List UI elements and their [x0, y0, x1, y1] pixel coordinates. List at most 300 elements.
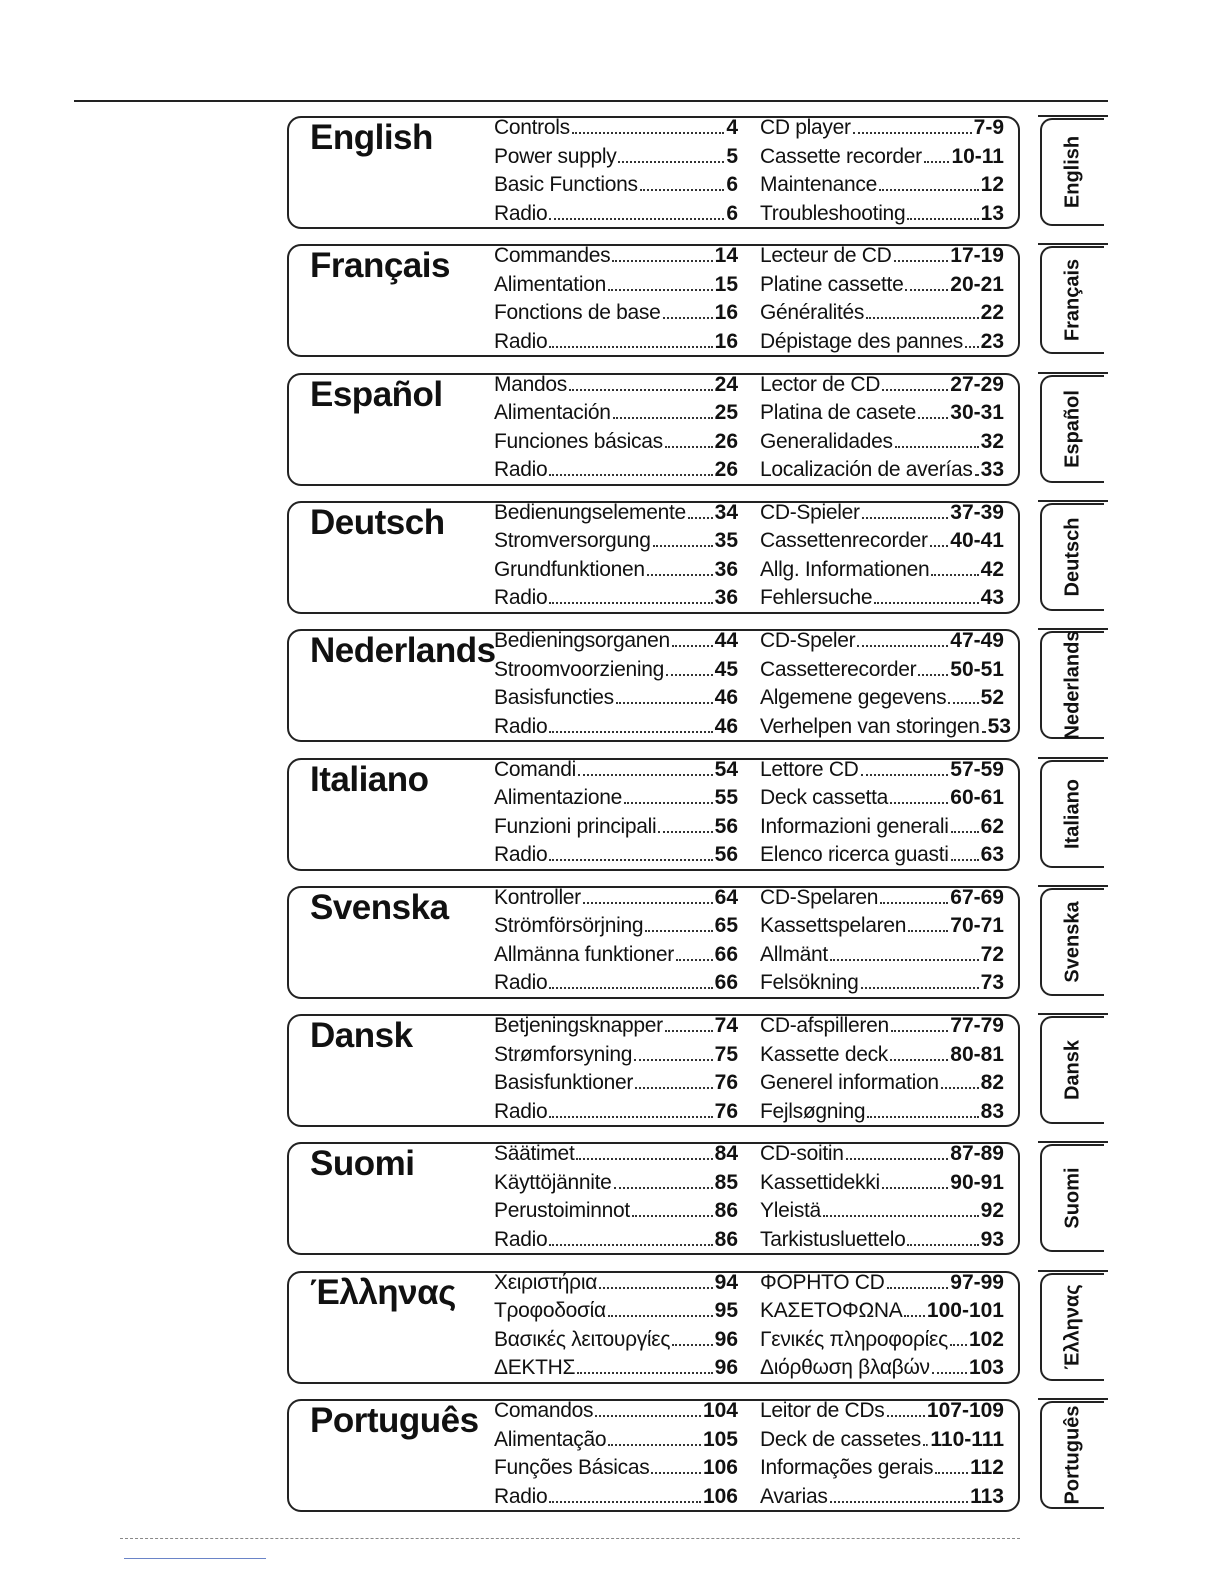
- toc-entry-page: 77-79: [950, 1014, 1004, 1038]
- toc-entry-page: 40-41: [950, 529, 1004, 553]
- toc-entry-page: 63: [980, 843, 1004, 866]
- toc-entry-title: Radio: [494, 329, 548, 353]
- toc-entry-title: Βασικές λειτουργίες: [494, 1327, 671, 1351]
- toc-entry-title: Betjeningsknapper: [494, 1014, 663, 1038]
- toc-entry[interactable]: [494, 145, 738, 174]
- toc-entry[interactable]: [760, 658, 1004, 687]
- dot-leader: [950, 1344, 967, 1346]
- toc-entry-title: Deck de cassetes: [760, 1427, 921, 1451]
- toc-entry[interactable]: [494, 373, 738, 402]
- toc-entry-page: 50-51: [950, 657, 1004, 681]
- language-heading: Español: [310, 374, 443, 414]
- toc-entry-title: Generalidades: [760, 429, 893, 453]
- toc-entry[interactable]: [494, 1299, 738, 1328]
- toc-entry[interactable]: [494, 1228, 738, 1257]
- toc-entry-title: Radio: [494, 1099, 548, 1123]
- toc-entry[interactable]: [494, 1328, 738, 1357]
- toc-entry-title: Allmänna funktioner: [494, 942, 674, 966]
- dot-leader: [608, 1444, 701, 1446]
- dot-leader: [583, 902, 713, 904]
- toc-entry-title: Informazioni generali: [760, 814, 949, 838]
- toc-entry-page: 27-29: [950, 372, 1004, 396]
- toc-entry-title: Cassette recorder: [760, 144, 922, 168]
- toc-column: [760, 116, 1004, 230]
- toc-entry[interactable]: [494, 330, 738, 359]
- toc-entry[interactable]: [494, 301, 738, 330]
- dot-leader: [951, 859, 979, 861]
- toc-entry-page: 14: [714, 244, 738, 268]
- dot-leader: [549, 1244, 712, 1246]
- language-heading: English: [310, 118, 433, 157]
- toc-entry[interactable]: [494, 173, 738, 202]
- dot-leader: [618, 161, 724, 163]
- toc-entry[interactable]: [494, 1043, 738, 1072]
- toc-entry-title: CD-Spieler: [760, 500, 860, 524]
- dot-leader: [879, 189, 979, 191]
- dot-leader: [634, 1059, 712, 1061]
- toc-entry[interactable]: [760, 301, 1004, 330]
- toc-entry-title: Basic Functions: [494, 173, 638, 196]
- toc-entry[interactable]: [760, 714, 1011, 744]
- dot-leader: [932, 1372, 967, 1374]
- language-heading: Nederlands: [310, 631, 496, 671]
- toc-entry-page: 34: [714, 500, 738, 524]
- toc-entry-title: Strømforsyning: [494, 1042, 633, 1066]
- toc-entry-page: 64: [714, 885, 738, 909]
- toc-entry[interactable]: [760, 558, 1004, 587]
- toc-entry[interactable]: [760, 1199, 1004, 1228]
- toc-entry-page: 54: [714, 757, 738, 781]
- dot-leader: [887, 1287, 949, 1289]
- dot-leader: [853, 132, 972, 134]
- toc-entry-title: Leitor de CDs: [760, 1399, 885, 1422]
- toc-entry-title: Dépistage des pannes: [760, 329, 963, 353]
- toc-entry-title: Verhelpen van storingen: [760, 714, 980, 738]
- toc-entry-page: 87-89: [950, 1142, 1004, 1166]
- language-tab-label: Español: [1061, 389, 1084, 468]
- toc-entry-page: 70-71: [950, 914, 1004, 938]
- dot-leader: [862, 517, 949, 519]
- toc-entry-title: Mandos: [494, 372, 567, 396]
- toc-entry-title: Troubleshooting: [760, 201, 906, 225]
- language-tab[interactable]: [1040, 1401, 1104, 1509]
- toc-column: [494, 1271, 738, 1385]
- toc-entry[interactable]: [494, 558, 738, 587]
- language-section: [0, 501, 1224, 623]
- language-tab[interactable]: [1040, 1144, 1104, 1252]
- toc-entry[interactable]: [494, 244, 738, 273]
- toc-entry-page: 7-9: [973, 116, 1004, 139]
- toc-entry[interactable]: [494, 430, 738, 459]
- toc-entry[interactable]: [760, 458, 1004, 487]
- toc-entry-page: 26: [714, 429, 738, 453]
- dot-leader: [907, 218, 978, 220]
- language-section: [0, 1271, 1224, 1393]
- toc-entry[interactable]: [494, 786, 738, 815]
- toc-entry[interactable]: [760, 943, 1004, 972]
- toc-entry-title: Funciones básicas: [494, 429, 663, 453]
- toc-entry[interactable]: [760, 244, 1004, 273]
- dot-leader: [640, 189, 725, 191]
- toc-entry[interactable]: [494, 1142, 738, 1171]
- toc-entry[interactable]: [494, 401, 738, 430]
- dot-leader: [948, 702, 978, 704]
- toc-entry-page: 30-31: [950, 401, 1004, 425]
- toc-entry-page: 35: [714, 529, 738, 553]
- dot-leader: [882, 1187, 948, 1189]
- toc-entry[interactable]: [760, 145, 1004, 174]
- toc-entry-page: 97-99: [950, 1270, 1004, 1294]
- toc-entry-title: Funzioni principali: [494, 814, 657, 838]
- dot-leader: [549, 1116, 712, 1118]
- toc-entry-page: 113: [970, 1484, 1004, 1508]
- dot-leader: [651, 1472, 701, 1474]
- dot-leader: [823, 1215, 979, 1217]
- toc-entry-title: Bedieningsorganen: [494, 629, 670, 653]
- toc-entry[interactable]: [494, 202, 738, 231]
- toc-entry-page: 42: [980, 557, 1004, 581]
- toc-entry[interactable]: [494, 1356, 738, 1385]
- toc-entry[interactable]: [760, 914, 1004, 943]
- toc-entry-page: 57-59: [950, 757, 1004, 781]
- dot-leader: [549, 346, 712, 348]
- toc-entry[interactable]: [494, 843, 738, 872]
- language-tab-label: Nederlands: [1061, 630, 1084, 740]
- toc-entry-page: 107-109: [926, 1399, 1004, 1422]
- language-tab[interactable]: [1040, 1273, 1104, 1381]
- toc-column: [494, 758, 738, 872]
- language-heading: Italiano: [310, 759, 429, 799]
- dot-leader: [890, 802, 948, 804]
- toc-entry-title: Allg. Informationen: [760, 557, 930, 581]
- toc-entry[interactable]: [760, 1299, 1004, 1328]
- toc-entry-page: 112: [970, 1456, 1004, 1479]
- toc-entry-title: Säätimet: [494, 1142, 575, 1166]
- toc-entry-title: Radio: [494, 714, 548, 738]
- toc-entry[interactable]: [494, 529, 738, 558]
- toc-entry-page: 80-81: [950, 1042, 1004, 1066]
- dot-leader: [924, 161, 950, 163]
- bottom-rule: [124, 1558, 266, 1559]
- toc-entry[interactable]: [760, 273, 1004, 302]
- toc-entry-page: 56: [714, 843, 738, 866]
- toc-entry[interactable]: [494, 586, 738, 615]
- toc-entry-page: 55: [714, 786, 738, 809]
- toc-entry[interactable]: [494, 1171, 738, 1200]
- dot-leader: [861, 774, 949, 776]
- toc-entry[interactable]: [494, 914, 738, 943]
- dot-leader: [666, 674, 713, 676]
- toc-entry-page: 110-111: [930, 1427, 1004, 1451]
- dot-leader: [665, 446, 713, 448]
- language-section: [0, 1142, 1224, 1264]
- toc-column: [494, 116, 738, 230]
- dot-leader: [549, 731, 712, 733]
- language-heading: Français: [310, 246, 450, 286]
- language-section: [0, 886, 1224, 1008]
- language-tab[interactable]: [1040, 888, 1104, 996]
- language-section: [0, 244, 1224, 366]
- dot-leader: [632, 1215, 713, 1217]
- dot-leader: [624, 802, 713, 804]
- toc-entry-title: Maintenance: [760, 173, 877, 196]
- dot-leader: [595, 1415, 701, 1417]
- toc-entry-title: Fonctions de base: [494, 301, 661, 325]
- toc-column: [760, 758, 1004, 872]
- dot-leader: [867, 1116, 978, 1118]
- toc-entry-title: Cassettenrecorder: [760, 529, 928, 553]
- toc-entry[interactable]: [760, 401, 1004, 430]
- dot-leader: [672, 645, 713, 647]
- toc-entry[interactable]: [760, 686, 1004, 715]
- dot-leader: [965, 346, 979, 348]
- toc-entry-page: 67-69: [950, 885, 1004, 909]
- toc-entry-title: Radio: [494, 971, 548, 995]
- toc-entry-page: 52: [980, 686, 1004, 710]
- toc-entry[interactable]: [760, 1100, 1004, 1129]
- toc-entry-page: 86: [714, 1227, 738, 1251]
- toc-column: [494, 501, 738, 615]
- toc-entry-title: Cassetterecorder: [760, 657, 917, 681]
- toc-entry-page: 24: [714, 372, 738, 396]
- dot-leader: [866, 317, 979, 319]
- toc-entry[interactable]: [760, 1456, 1004, 1485]
- toc-entry[interactable]: [494, 458, 738, 487]
- dot-leader: [612, 260, 712, 262]
- toc-entry[interactable]: [760, 1228, 1004, 1257]
- toc-entry[interactable]: [494, 715, 738, 744]
- dot-leader: [663, 317, 713, 319]
- toc-entry-title: Platina de casete: [760, 401, 917, 425]
- toc-entry[interactable]: [760, 843, 1004, 872]
- toc-entry[interactable]: [760, 786, 1004, 815]
- toc-entry[interactable]: [494, 501, 738, 530]
- language-section: [0, 373, 1224, 495]
- toc-entry[interactable]: [494, 1428, 738, 1457]
- toc-entry-title: Perustoiminnot: [494, 1199, 630, 1223]
- toc-entry[interactable]: [494, 1014, 738, 1043]
- toc-entry[interactable]: [760, 758, 1004, 787]
- toc-entry[interactable]: [760, 501, 1004, 530]
- language-tab-label: Deutsch: [1061, 517, 1084, 597]
- toc-entry-title: Alimentación: [494, 401, 611, 425]
- toc-entry-title: Yleistä: [760, 1199, 821, 1223]
- toc-entry-title: Stroomvoorziening: [494, 657, 664, 681]
- language-section: [0, 758, 1224, 880]
- toc-entry[interactable]: [760, 1171, 1004, 1200]
- toc-column: [760, 501, 1004, 615]
- toc-entry[interactable]: [494, 943, 738, 972]
- toc-entry-page: 46: [714, 686, 738, 710]
- toc-entry-title: Felsökning: [760, 971, 859, 995]
- toc-column: [494, 1142, 738, 1256]
- toc-column: [494, 629, 738, 743]
- dot-leader: [653, 545, 713, 547]
- language-tab[interactable]: [1040, 760, 1104, 868]
- toc-entry-title: Τροφοδοσία: [494, 1299, 606, 1323]
- toc-entry-page: 45: [714, 657, 738, 681]
- language-tab[interactable]: [1040, 1016, 1104, 1124]
- toc-entry[interactable]: [760, 815, 1004, 844]
- toc-entry[interactable]: [760, 1043, 1004, 1072]
- toc-entry-title: Comandi: [494, 757, 576, 781]
- toc-entry[interactable]: [494, 629, 738, 658]
- toc-entry-page: 47-49: [950, 629, 1004, 653]
- toc-entry[interactable]: [494, 658, 738, 687]
- toc-entry[interactable]: [494, 886, 738, 915]
- top-rule: [74, 100, 1108, 102]
- dot-leader: [861, 987, 979, 989]
- toc-entry[interactable]: [494, 1100, 738, 1129]
- toc-entry[interactable]: [760, 1142, 1004, 1171]
- toc-column: [760, 244, 1004, 358]
- toc-entry-page: 103: [968, 1356, 1004, 1380]
- toc-entry[interactable]: [494, 1399, 738, 1428]
- dot-leader: [672, 1344, 712, 1346]
- dot-leader: [918, 417, 948, 419]
- dot-leader: [935, 1472, 968, 1474]
- toc-entry-title: Käyttöjännite: [494, 1170, 612, 1194]
- toc-entry-page: 74: [714, 1014, 738, 1038]
- language-tab[interactable]: [1040, 246, 1104, 354]
- toc-entry-title: Radio: [494, 843, 548, 866]
- toc-entry[interactable]: [494, 1071, 738, 1100]
- toc-entry-page: 53: [987, 714, 1011, 738]
- language-heading: Suomi: [310, 1144, 415, 1184]
- toc-entry[interactable]: [760, 116, 1004, 145]
- dot-leader: [549, 859, 712, 861]
- toc-entry-page: 100-101: [926, 1299, 1004, 1323]
- toc-entry[interactable]: [760, 373, 1004, 402]
- toc-entry-page: 25: [714, 401, 738, 425]
- dot-leader: [857, 645, 948, 647]
- toc-entry-page: 37-39: [950, 500, 1004, 524]
- toc-entry-page: 23: [980, 329, 1004, 353]
- toc-entry[interactable]: [760, 1271, 1004, 1300]
- toc-entry[interactable]: [494, 1199, 738, 1228]
- toc-entry-page: 13: [980, 201, 1004, 225]
- dot-leader: [895, 446, 979, 448]
- dot-leader: [923, 1444, 928, 1446]
- dot-leader: [918, 674, 948, 676]
- toc-entry-page: 106: [702, 1484, 738, 1508]
- language-tab[interactable]: [1040, 118, 1104, 226]
- toc-entry-page: 16: [714, 301, 738, 325]
- language-section: [0, 1014, 1224, 1136]
- dot-leader: [874, 602, 978, 604]
- dot-leader: [890, 1059, 948, 1061]
- toc-entry-title: Fehlersuche: [760, 586, 873, 610]
- dot-leader: [572, 132, 725, 134]
- toc-entry-title: Kassettspelaren: [760, 914, 907, 938]
- toc-entry-page: 5: [726, 144, 738, 168]
- toc-entry[interactable]: [760, 1071, 1004, 1100]
- toc-entry[interactable]: [760, 529, 1004, 558]
- toc-entry[interactable]: [494, 1456, 738, 1485]
- toc-entry[interactable]: [760, 1399, 1004, 1428]
- toc-entry-title: Controls: [494, 116, 570, 139]
- toc-column: [760, 1399, 1004, 1513]
- toc-entry-title: Alimentazione: [494, 786, 623, 809]
- toc-entry[interactable]: [494, 971, 738, 1000]
- toc-entry[interactable]: [760, 971, 1004, 1000]
- toc-entry-title: Radio: [494, 458, 548, 482]
- dot-leader: [887, 1415, 925, 1417]
- toc-entry[interactable]: [760, 173, 1004, 202]
- toc-entry-page: 104: [702, 1399, 738, 1422]
- toc-entry-title: Lecteur de CD: [760, 244, 892, 268]
- toc-entry[interactable]: [760, 330, 1004, 359]
- toc-entry[interactable]: [760, 886, 1004, 915]
- language-tab[interactable]: [1040, 631, 1104, 739]
- language-heading: Dansk: [310, 1016, 413, 1056]
- dot-leader: [908, 930, 948, 932]
- language-section: [0, 116, 1224, 238]
- toc-entry-title: CD-Speler: [760, 629, 856, 653]
- dot-leader: [891, 1030, 948, 1032]
- toc-entry[interactable]: [494, 686, 738, 715]
- dot-leader: [904, 1315, 925, 1317]
- language-tab-label: Italiano: [1061, 778, 1084, 849]
- toc-entry-page: 12: [980, 173, 1004, 196]
- toc-entry[interactable]: [760, 1328, 1004, 1357]
- dot-leader: [658, 831, 712, 833]
- toc-entry-title: Lector de CD: [760, 372, 881, 396]
- toc-entry[interactable]: [760, 1485, 1004, 1514]
- toc-column: [494, 886, 738, 1000]
- toc-entry-page: 6: [726, 201, 738, 225]
- toc-entry[interactable]: [760, 1428, 1004, 1457]
- toc-column: [760, 1142, 1004, 1256]
- language-tab-label: English: [1061, 135, 1084, 209]
- toc-entry-page: 62: [980, 814, 1004, 838]
- language-tab-label: Svenska: [1061, 901, 1084, 983]
- toc-entry-title: Commandes: [494, 244, 611, 268]
- language-tab[interactable]: [1040, 375, 1104, 483]
- toc-entry[interactable]: [760, 202, 1004, 231]
- toc-column: [494, 244, 738, 358]
- toc-entry-title: Χειριστήρια: [494, 1270, 598, 1294]
- toc-column: [494, 373, 738, 487]
- language-tab[interactable]: [1040, 503, 1104, 611]
- toc-entry[interactable]: [494, 1271, 738, 1300]
- toc-entry[interactable]: [494, 1485, 738, 1514]
- dot-leader: [613, 417, 713, 419]
- toc-entry[interactable]: [494, 815, 738, 844]
- toc-entry-title: CD-Spelaren: [760, 885, 879, 909]
- toc-entry-page: 96: [714, 1356, 738, 1380]
- scan-artifact-top: [0, 0, 1224, 14]
- toc-entry-page: 60-61: [950, 786, 1004, 809]
- toc-entry-page: 102: [968, 1327, 1004, 1351]
- toc-entry[interactable]: [760, 1356, 1004, 1385]
- toc-entry-page: 73: [980, 971, 1004, 995]
- toc-entry[interactable]: [494, 758, 738, 787]
- toc-entry-page: 17-19: [950, 244, 1004, 268]
- toc-entry-title: Radio: [494, 586, 548, 610]
- toc-entry[interactable]: [494, 116, 738, 145]
- toc-entry-page: 105: [702, 1427, 738, 1451]
- toc-entry-title: Radio: [494, 1227, 548, 1251]
- dot-leader: [846, 1158, 949, 1160]
- toc-entry[interactable]: [760, 629, 1004, 658]
- toc-entry[interactable]: [760, 1014, 1004, 1043]
- toc-entry[interactable]: [494, 273, 738, 302]
- toc-entry[interactable]: [760, 586, 1004, 615]
- dot-leader: [905, 289, 948, 291]
- toc-entry[interactable]: [760, 430, 1004, 459]
- toc-entry-page: 93: [980, 1227, 1004, 1251]
